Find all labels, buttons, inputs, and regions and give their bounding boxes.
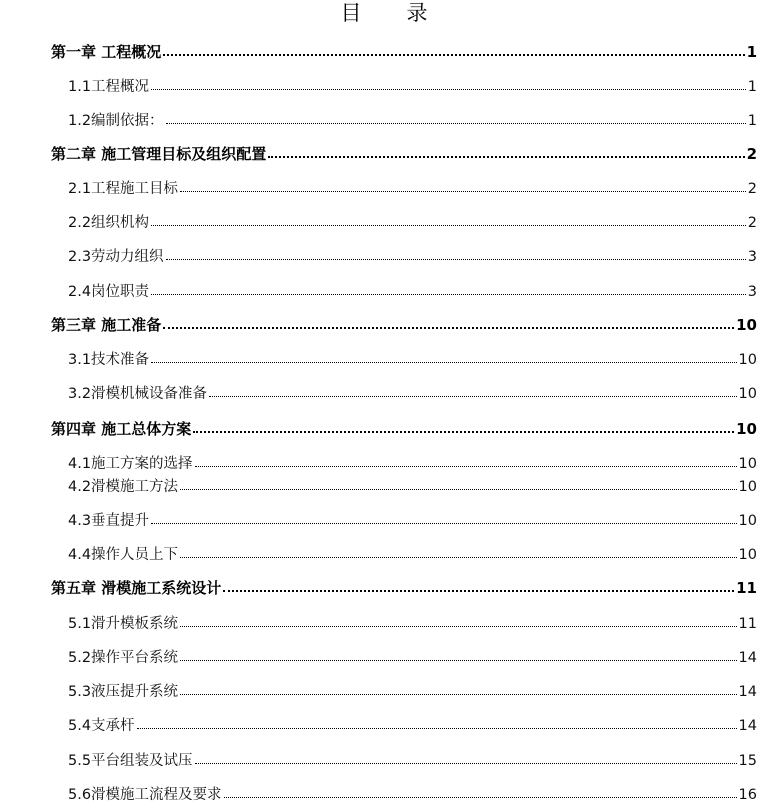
toc-entry-section-2-2[interactable]: [68, 211, 757, 231]
toc-entry-section-2-4[interactable]: [68, 280, 757, 300]
toc-entry-label: 2.2组织机构: [68, 215, 150, 231]
dot-leader: [180, 693, 736, 695]
toc-entry-chapter-5[interactable]: [51, 577, 757, 597]
dot-leader: [180, 488, 736, 490]
dot-leader: [163, 53, 744, 56]
toc-entry-label: 第五章 滑模施工系统设计: [51, 579, 222, 597]
dot-leader: [209, 395, 736, 397]
toc-entry-label: 2.4岗位职责: [68, 284, 150, 300]
dot-leader: [193, 430, 734, 433]
toc-entry-section-1-1[interactable]: [68, 75, 757, 95]
toc-entry-section-5-3[interactable]: [68, 680, 757, 700]
toc-entry-page-number: 11: [738, 616, 757, 632]
toc-entry-label: 5.4支承杆: [68, 718, 135, 734]
toc-entry-label: 5.2操作平台系统: [68, 650, 179, 666]
toc-entry-section-2-3[interactable]: [68, 245, 757, 265]
toc-entry-chapter-4[interactable]: [51, 418, 757, 438]
toc-entry-section-5-4[interactable]: [68, 714, 757, 734]
dot-leader: [166, 122, 746, 124]
toc-entry-page-number: 11: [736, 579, 757, 597]
toc-entry-page-number: 1: [747, 79, 757, 95]
dot-leader: [151, 88, 746, 90]
toc-entry-label: 2.3劳动力组织: [68, 249, 164, 265]
toc-entry-label: 3.2滑模机械设备准备: [68, 386, 208, 402]
dot-leader: [180, 659, 736, 661]
dot-leader: [151, 361, 736, 363]
toc-entry-chapter-1[interactable]: [51, 41, 757, 61]
toc-entry-section-5-2[interactable]: [68, 646, 757, 666]
toc-entry-page-number: 14: [738, 650, 757, 666]
dot-leader: [223, 589, 734, 592]
toc-entry-label: 4.3垂直提升: [68, 513, 150, 529]
toc-entry-page-number: 3: [747, 284, 757, 300]
toc-entry-page-number: 10: [738, 547, 757, 563]
dot-leader: [151, 522, 736, 524]
toc-entry-section-3-1[interactable]: [68, 348, 757, 368]
dot-leader: [268, 155, 744, 158]
dot-leader: [151, 293, 746, 295]
toc-entry-label: 5.6滑模施工流程及要求: [68, 787, 222, 803]
toc-entry-label: 5.1滑升模板系统: [68, 616, 179, 632]
toc-entry-page-number: 10: [738, 456, 757, 472]
toc-entry-section-4-1[interactable]: [68, 452, 757, 472]
toc-entry-label: 2.1工程施工目标: [68, 181, 179, 197]
toc-entry-page-number: 2: [747, 215, 757, 231]
toc-entry-page-number: 3: [747, 249, 757, 265]
toc-entry-section-5-5[interactable]: [68, 749, 757, 769]
toc-entry-section-4-3[interactable]: [68, 509, 757, 529]
toc-entry-label: 5.5平台组装及试压: [68, 753, 193, 769]
dot-leader: [166, 258, 746, 260]
toc-entry-section-4-4[interactable]: [68, 543, 757, 563]
toc-entry-label: 4.1施工方案的选择: [68, 456, 193, 472]
toc-entry-section-4-2[interactable]: [68, 475, 757, 495]
toc-entry-section-5-1[interactable]: [68, 612, 757, 632]
toc-entry-page-number: 10: [738, 352, 757, 368]
toc-entry-page-number: 2: [747, 181, 757, 197]
toc-entry-page-number: 10: [738, 513, 757, 529]
toc-entry-label: 第一章 工程概况: [51, 43, 162, 61]
toc-entry-page-number: 2: [746, 145, 757, 163]
toc-entry-page-number: 1: [747, 113, 757, 129]
toc-entry-section-3-2[interactable]: [68, 382, 757, 402]
dot-leader: [180, 625, 736, 627]
toc-entry-page-number: 10: [736, 316, 757, 334]
dot-leader: [180, 556, 736, 558]
dot-leader: [195, 762, 737, 764]
dot-leader: [224, 796, 737, 798]
dot-leader: [151, 224, 746, 226]
toc-entry-label: 3.1技术准备: [68, 352, 150, 368]
dot-leader: [137, 727, 737, 729]
dot-leader: [180, 190, 746, 192]
toc-entry-page-number: 14: [738, 684, 757, 700]
toc-entry-page-number: 10: [738, 479, 757, 495]
toc-entry-page-number: 14: [738, 718, 757, 734]
toc-entry-label: 4.4操作人员上下: [68, 547, 179, 563]
toc-entry-page-number: 10: [736, 420, 757, 438]
toc-entry-label: 第三章 施工准备: [51, 316, 162, 334]
toc-entry-page-number: 15: [738, 753, 757, 769]
toc-entry-chapter-3[interactable]: [51, 314, 757, 334]
dot-leader: [195, 465, 737, 467]
toc-entry-label: 5.3液压提升系统: [68, 684, 179, 700]
toc-entry-page-number: 1: [746, 43, 757, 61]
toc-entry-section-5-6[interactable]: [68, 783, 757, 803]
toc-entry-label: 4.2滑模施工方法: [68, 479, 179, 495]
toc-entry-label: 1.1工程概况: [68, 79, 150, 95]
toc-entry-section-2-1[interactable]: [68, 177, 757, 197]
toc-entry-label: 1.2编制依据：: [68, 113, 164, 129]
toc-title: 目 录: [340, 1, 440, 25]
toc-entry-label: 第四章 施工总体方案: [51, 420, 192, 438]
toc-entry-label: 第二章 施工管理目标及组织配置: [51, 145, 267, 163]
toc-entry-chapter-2[interactable]: [51, 143, 757, 163]
toc-entry-page-number: 16: [738, 787, 757, 803]
toc-entry-page-number: 10: [738, 386, 757, 402]
dot-leader: [163, 326, 734, 329]
toc-entry-section-1-2[interactable]: [68, 109, 757, 129]
